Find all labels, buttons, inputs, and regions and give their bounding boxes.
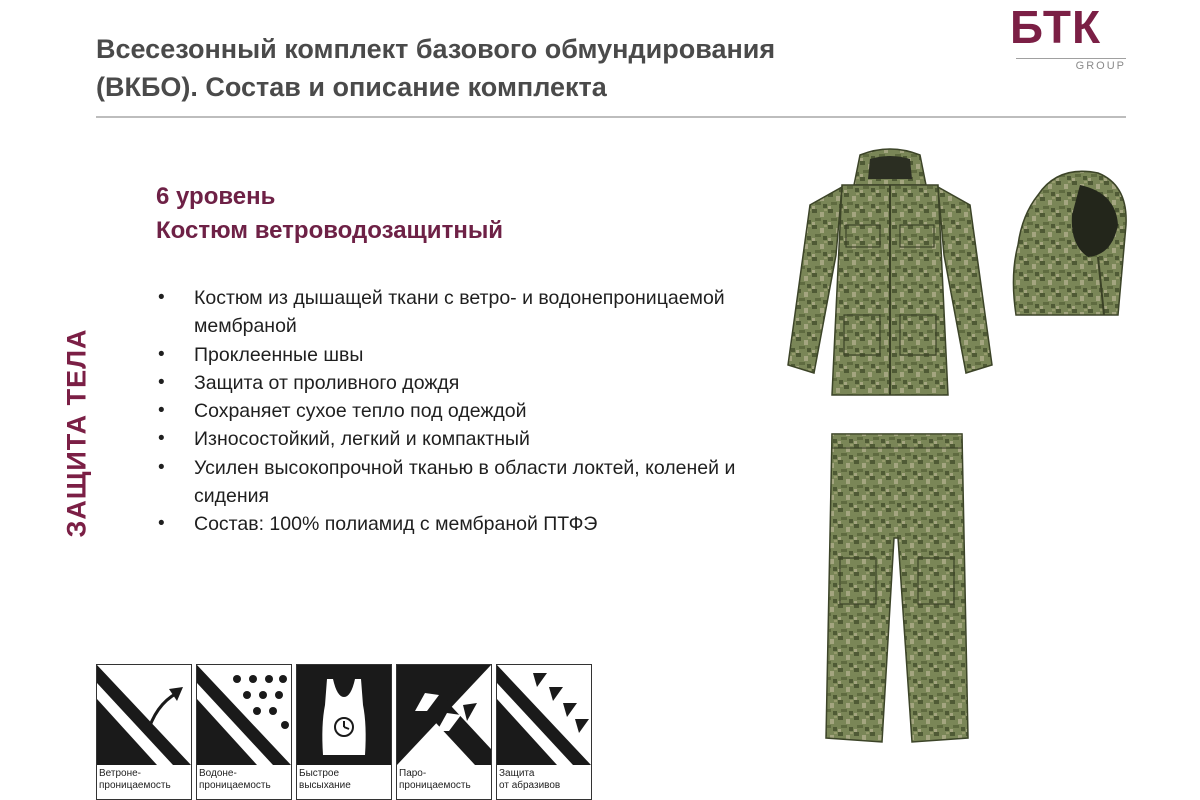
property-card-abrasion bbox=[496, 664, 592, 800]
page-title-line-1: Всесезонный комплект базового обмундирования bbox=[96, 34, 776, 64]
page-title bbox=[96, 30, 976, 106]
list-item: • Износостойкий, легкий и компактный bbox=[156, 425, 756, 453]
list-item: • Усилен высокопрочной тканью в области локтей, коленей и сидения bbox=[156, 454, 756, 511]
list-item: • Проклеенные швы bbox=[156, 341, 756, 369]
icon-label: Паро- проницаемость bbox=[399, 768, 471, 791]
btk-logo bbox=[1010, 2, 1128, 74]
level-subtitle: Костюм ветроводозащитный bbox=[156, 217, 504, 244]
abrasion-protection-icon bbox=[497, 665, 591, 765]
jacket-image bbox=[780, 145, 1000, 405]
property-icons bbox=[96, 664, 592, 800]
list-item: • Защита от проливного дождя bbox=[156, 369, 756, 397]
property-card-water bbox=[196, 664, 292, 800]
list-item: • Состав: 100% полиамид с мембраной ПТФЭ bbox=[156, 510, 756, 538]
breathability-icon bbox=[397, 665, 491, 765]
logo-mark: БТК bbox=[1010, 1, 1102, 53]
icon-label: Ветроне- проницаемость bbox=[99, 768, 171, 791]
water-resistance-icon bbox=[197, 665, 291, 765]
property-card-quick-dry bbox=[296, 664, 392, 800]
feature-list bbox=[156, 284, 756, 539]
header-divider bbox=[96, 116, 1126, 118]
icon-label: Защита от абразивов bbox=[499, 768, 561, 791]
property-card-breathability bbox=[396, 664, 492, 800]
icon-label: Водоне- проницаемость bbox=[199, 768, 271, 791]
list-item: • Сохраняет сухое тепло под одеждой bbox=[156, 397, 756, 425]
quick-dry-icon bbox=[297, 665, 391, 765]
level-title: 6 уровень bbox=[156, 183, 276, 210]
side-label-text: ЗАЩИТА ТЕЛА bbox=[61, 327, 92, 538]
side-label bbox=[62, 320, 92, 545]
list-item: • Костюм из дышащей ткани с ветро- и водонепроницаемой мембраной bbox=[156, 284, 756, 341]
property-card-wind bbox=[96, 664, 192, 800]
hood-image bbox=[1008, 165, 1133, 325]
trousers-image bbox=[822, 428, 972, 748]
page-title-line-2: (ВКБО). Состав и описание комплекта bbox=[96, 72, 607, 102]
logo-subtitle: GROUP bbox=[1016, 58, 1126, 72]
wind-resistance-icon bbox=[97, 665, 191, 765]
icon-label: Быстрое высыхание bbox=[299, 768, 351, 791]
